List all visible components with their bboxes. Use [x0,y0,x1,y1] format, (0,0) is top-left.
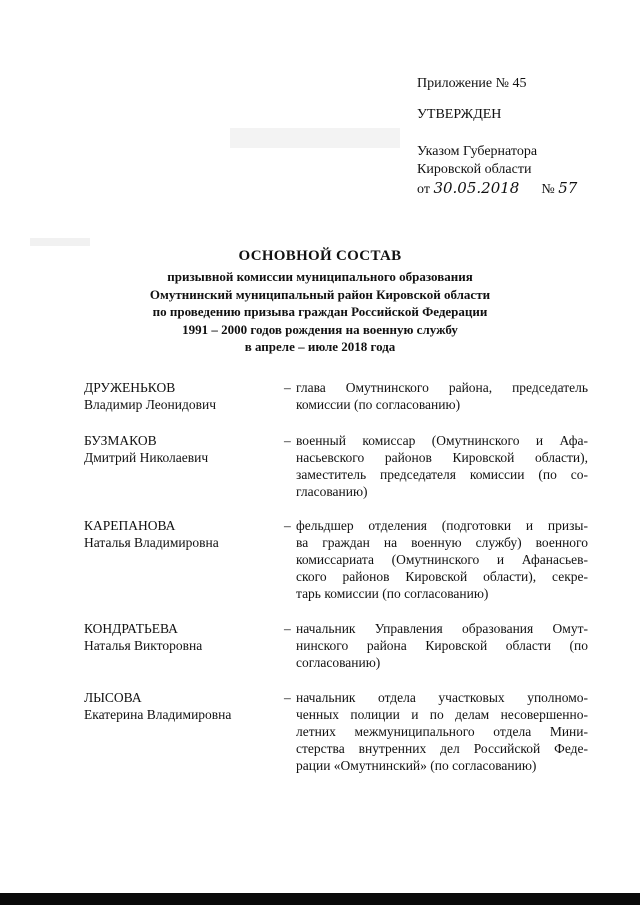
member-role [296,432,588,500]
role-line: фельдшер отделения (подготовки и призы- [296,518,588,533]
role-line: согласованию) [296,655,381,670]
role-line: стерства внутренних дел Российской Феде- [296,741,588,756]
member-name [84,620,274,654]
subtitle-line: Омутнинский муниципальный район Кировской области [149,286,491,302]
member-name [84,379,274,413]
member-surname: БУЗМАКОВ [84,433,157,448]
member-given-name: Дмитрий Николаевич [84,450,209,465]
role-line: нинского района Кировской области (по [296,638,588,653]
subtitle-line: призывной комиссии муниципального образования [167,269,473,284]
role-line: гласованию) [296,484,368,499]
role-line: ского районов Кировской области), секре- [296,569,588,584]
role-line: начальник отдела участковых уполномо- [296,690,588,705]
scan-border-bar [0,893,640,905]
document-title: ОСНОВНОЙ СОСТАВ [238,248,402,264]
member-role [296,517,588,602]
role-line: комиссии (по согласованию) [296,397,461,412]
subtitle-line: 1991 – 2000 годов рождения на военную службу [182,321,458,337]
decree-date-handwritten: 30.05.2018 [433,179,520,197]
member-surname: КОНДРАТЬЕВА [84,621,178,636]
subtitle-line: в апреле – июле 2018 года [244,339,396,355]
role-line: ва граждан на военную службу) военного [296,535,588,550]
role-line: глава Омутнинского района, председатель [296,380,588,395]
role-line: военный комиссар (Омутнинского и Афа- [296,433,588,448]
member-surname: ЛЫСОВА [84,690,142,705]
role-line: тарь комиссии (по согласованию) [296,586,489,601]
role-line: насьевского районов Кировской области), [296,450,588,465]
decree-line-2: Кировской области [417,162,532,177]
role-line: ченных полиции и по делам несовершенно- [296,707,588,722]
decree-from-label: от [417,182,430,197]
member-given-name: Наталья Владимировна [84,535,219,550]
decree-number-handwritten: 57 [558,179,578,197]
member-dash: – [284,690,291,705]
member-given-name: Наталья Викторовна [84,638,203,653]
role-line: рации «Омутнинский» (по согласованию) [296,758,537,773]
decree-line-3 [417,179,577,199]
decree-reference [417,143,577,199]
scan-noise [30,238,90,246]
approved-stamp-text: УТВЕРЖДЕН [417,107,502,122]
role-line: начальник Управления образования Омут- [296,621,588,636]
member-dash: – [284,621,291,636]
member-given-name: Владимир Леонидович [84,397,216,412]
member-surname: ДРУЖЕНЬКОВ [84,380,176,395]
role-line: летних межмуниципального отдела Мини- [296,724,588,739]
member-given-name: Екатерина Владимировна [84,707,232,722]
member-dash: – [284,433,291,448]
document-subtitle [60,268,580,356]
member-surname: КАРЕПАНОВА [84,518,176,533]
decree-line-1: Указом Губернатора [417,144,538,159]
member-name [84,432,274,466]
member-name [84,517,274,551]
member-dash: – [284,518,291,533]
member-role [296,379,588,413]
subtitle-line: по проведению призыва граждан Российской Федерации [152,304,488,320]
member-role [296,620,588,671]
role-line: заместитель председателя комиссии (по со- [296,467,588,482]
appendix-number: Приложение № 45 [417,76,527,91]
role-line: комиссариата (Омутнинского и Афанасьев- [296,552,588,567]
decree-number-label: № [541,182,555,197]
member-dash: – [284,380,291,395]
scan-noise [230,128,400,148]
member-name [84,689,274,723]
member-role [296,689,588,774]
